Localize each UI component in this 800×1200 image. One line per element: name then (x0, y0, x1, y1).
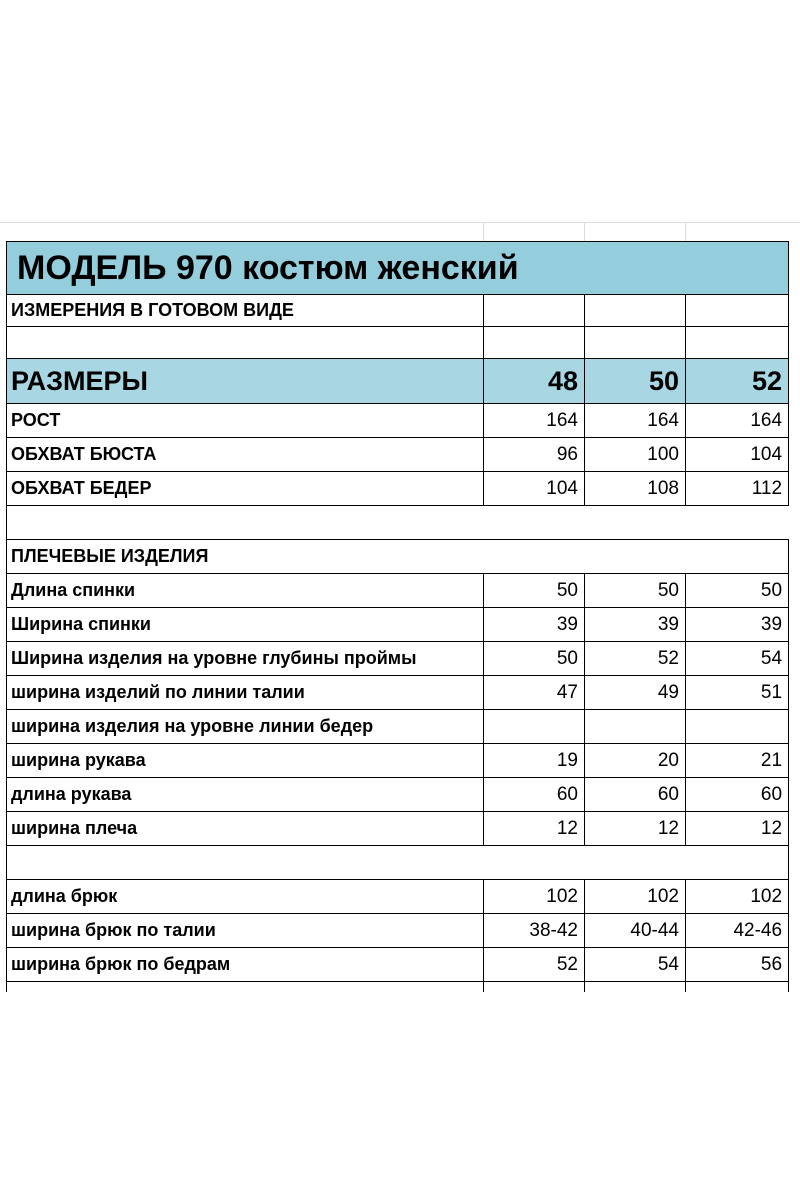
measurement-value-size-48[interactable]: 164 (484, 404, 585, 438)
measurement-value-size-52[interactable]: 164 (686, 404, 789, 438)
measurement-value-size-50[interactable]: 60 (585, 778, 686, 812)
measurement-row (7, 642, 789, 676)
measurement-label[interactable]: ширина брюк по бедрам (7, 948, 484, 982)
measurement-value-size-52[interactable]: 56 (686, 948, 789, 982)
size-50-header[interactable]: 50 (585, 359, 686, 404)
measurement-value-size-50[interactable]: 52 (585, 642, 686, 676)
measurement-value-size-50[interactable]: 54 (585, 948, 686, 982)
measurement-value-size-52[interactable]: 50 (686, 574, 789, 608)
measurement-value-size-48[interactable]: 50 (484, 574, 585, 608)
measurement-value-size-48[interactable]: 12 (484, 812, 585, 846)
sizes-header-row (7, 359, 789, 404)
trouser-measurements (7, 880, 789, 982)
cell[interactable] (585, 982, 686, 993)
measurement-value-size-48[interactable]: 38-42 (484, 914, 585, 948)
measurement-row (7, 778, 789, 812)
measurement-row (7, 676, 789, 710)
blank-row (7, 846, 789, 880)
measurement-label[interactable]: РОСТ (7, 404, 484, 438)
measurement-label[interactable]: длина рукава (7, 778, 484, 812)
measurement-value-size-52[interactable]: 102 (686, 880, 789, 914)
measurement-value-size-52[interactable]: 39 (686, 608, 789, 642)
measurement-value-size-48[interactable]: 104 (484, 472, 585, 506)
cell[interactable] (585, 327, 686, 359)
measurement-value-size-50[interactable] (585, 710, 686, 744)
measurement-value-size-52[interactable]: 112 (686, 472, 789, 506)
cell[interactable] (484, 327, 585, 359)
measurement-row (7, 608, 789, 642)
shoulder-section-heading[interactable]: ПЛЕЧЕВЫЕ ИЗДЕЛИЯ (7, 540, 789, 574)
measurement-label[interactable]: ОБХВАТ БЕДЕР (7, 472, 484, 506)
measurement-value-size-50[interactable]: 49 (585, 676, 686, 710)
measurement-label[interactable]: ширина плеча (7, 812, 484, 846)
measurement-value-size-52[interactable] (686, 710, 789, 744)
gridline-stub (685, 222, 686, 242)
measurement-row (7, 404, 789, 438)
measurement-value-size-48[interactable]: 52 (484, 948, 585, 982)
measurement-label[interactable]: ширина изделия на уровне линии бедер (7, 710, 484, 744)
cell[interactable] (484, 982, 585, 993)
measurement-row (7, 914, 789, 948)
measurement-value-size-50[interactable]: 108 (585, 472, 686, 506)
measurement-value-size-52[interactable]: 21 (686, 744, 789, 778)
measurement-value-size-48[interactable]: 60 (484, 778, 585, 812)
measurement-value-size-52[interactable]: 42-46 (686, 914, 789, 948)
subtitle-cell[interactable]: ИЗМЕРЕНИЯ В ГОТОВОМ ВИДЕ (7, 295, 484, 327)
measurement-value-size-50[interactable]: 102 (585, 880, 686, 914)
measurement-label[interactable]: Длина спинки (7, 574, 484, 608)
measurement-value-size-48[interactable]: 39 (484, 608, 585, 642)
size-52-header[interactable]: 52 (686, 359, 789, 404)
measurement-value-size-48[interactable]: 19 (484, 744, 585, 778)
measurement-row (7, 710, 789, 744)
cell[interactable] (7, 506, 789, 540)
cut-row (7, 982, 789, 993)
measurement-value-size-52[interactable]: 60 (686, 778, 789, 812)
measurement-row (7, 812, 789, 846)
measurement-value-size-48[interactable]: 96 (484, 438, 585, 472)
measurement-value-size-50[interactable]: 20 (585, 744, 686, 778)
measurement-value-size-48[interactable]: 50 (484, 642, 585, 676)
measurement-value-size-52[interactable]: 51 (686, 676, 789, 710)
chart-title[interactable]: МОДЕЛЬ 970 костюм женский (7, 242, 789, 295)
measurement-row (7, 438, 789, 472)
shoulder-measurements (7, 574, 789, 846)
cell[interactable] (686, 327, 789, 359)
cell[interactable] (686, 295, 789, 327)
blank-row (7, 327, 789, 359)
measurement-value-size-50[interactable]: 100 (585, 438, 686, 472)
measurement-label[interactable]: Ширина спинки (7, 608, 484, 642)
measurement-row (7, 574, 789, 608)
measurement-label[interactable]: Ширина изделия на уровне глубины проймы (7, 642, 484, 676)
measurement-label[interactable]: длина брюк (7, 880, 484, 914)
measurement-label[interactable]: ОБХВАТ БЮСТА (7, 438, 484, 472)
cell[interactable] (686, 982, 789, 993)
measurement-row (7, 744, 789, 778)
measurement-value-size-48[interactable]: 47 (484, 676, 585, 710)
measurement-value-size-50[interactable]: 164 (585, 404, 686, 438)
measurement-value-size-52[interactable]: 12 (686, 812, 789, 846)
sizes-label[interactable]: РАЗМЕРЫ (7, 359, 484, 404)
measurement-value-size-52[interactable]: 104 (686, 438, 789, 472)
section-row (7, 540, 789, 574)
gridline-stub (584, 222, 585, 242)
blank-row (7, 506, 789, 540)
size-48-header[interactable]: 48 (484, 359, 585, 404)
cell[interactable] (7, 327, 484, 359)
cell[interactable] (7, 846, 789, 880)
measurement-row (7, 472, 789, 506)
subtitle-row (7, 295, 789, 327)
measurement-label[interactable]: ширина изделий по линии талии (7, 676, 484, 710)
measurement-value-size-50[interactable]: 12 (585, 812, 686, 846)
cell[interactable] (7, 982, 484, 993)
measurement-value-size-50[interactable]: 50 (585, 574, 686, 608)
measurement-label[interactable]: ширина брюк по талии (7, 914, 484, 948)
measurement-row (7, 880, 789, 914)
measurement-value-size-48[interactable] (484, 710, 585, 744)
measurement-label[interactable]: ширина рукава (7, 744, 484, 778)
measurement-value-size-50[interactable]: 40-44 (585, 914, 686, 948)
gridline-stub (483, 222, 484, 242)
measurement-value-size-52[interactable]: 54 (686, 642, 789, 676)
title-row (7, 242, 789, 295)
measurement-row (7, 948, 789, 982)
body-measurements (7, 404, 789, 506)
sheet-top-gridline (0, 222, 800, 223)
cell[interactable] (484, 295, 585, 327)
measurement-value-size-50[interactable]: 39 (585, 608, 686, 642)
cell[interactable] (585, 295, 686, 327)
measurement-value-size-48[interactable]: 102 (484, 880, 585, 914)
size-chart-table (6, 241, 789, 992)
